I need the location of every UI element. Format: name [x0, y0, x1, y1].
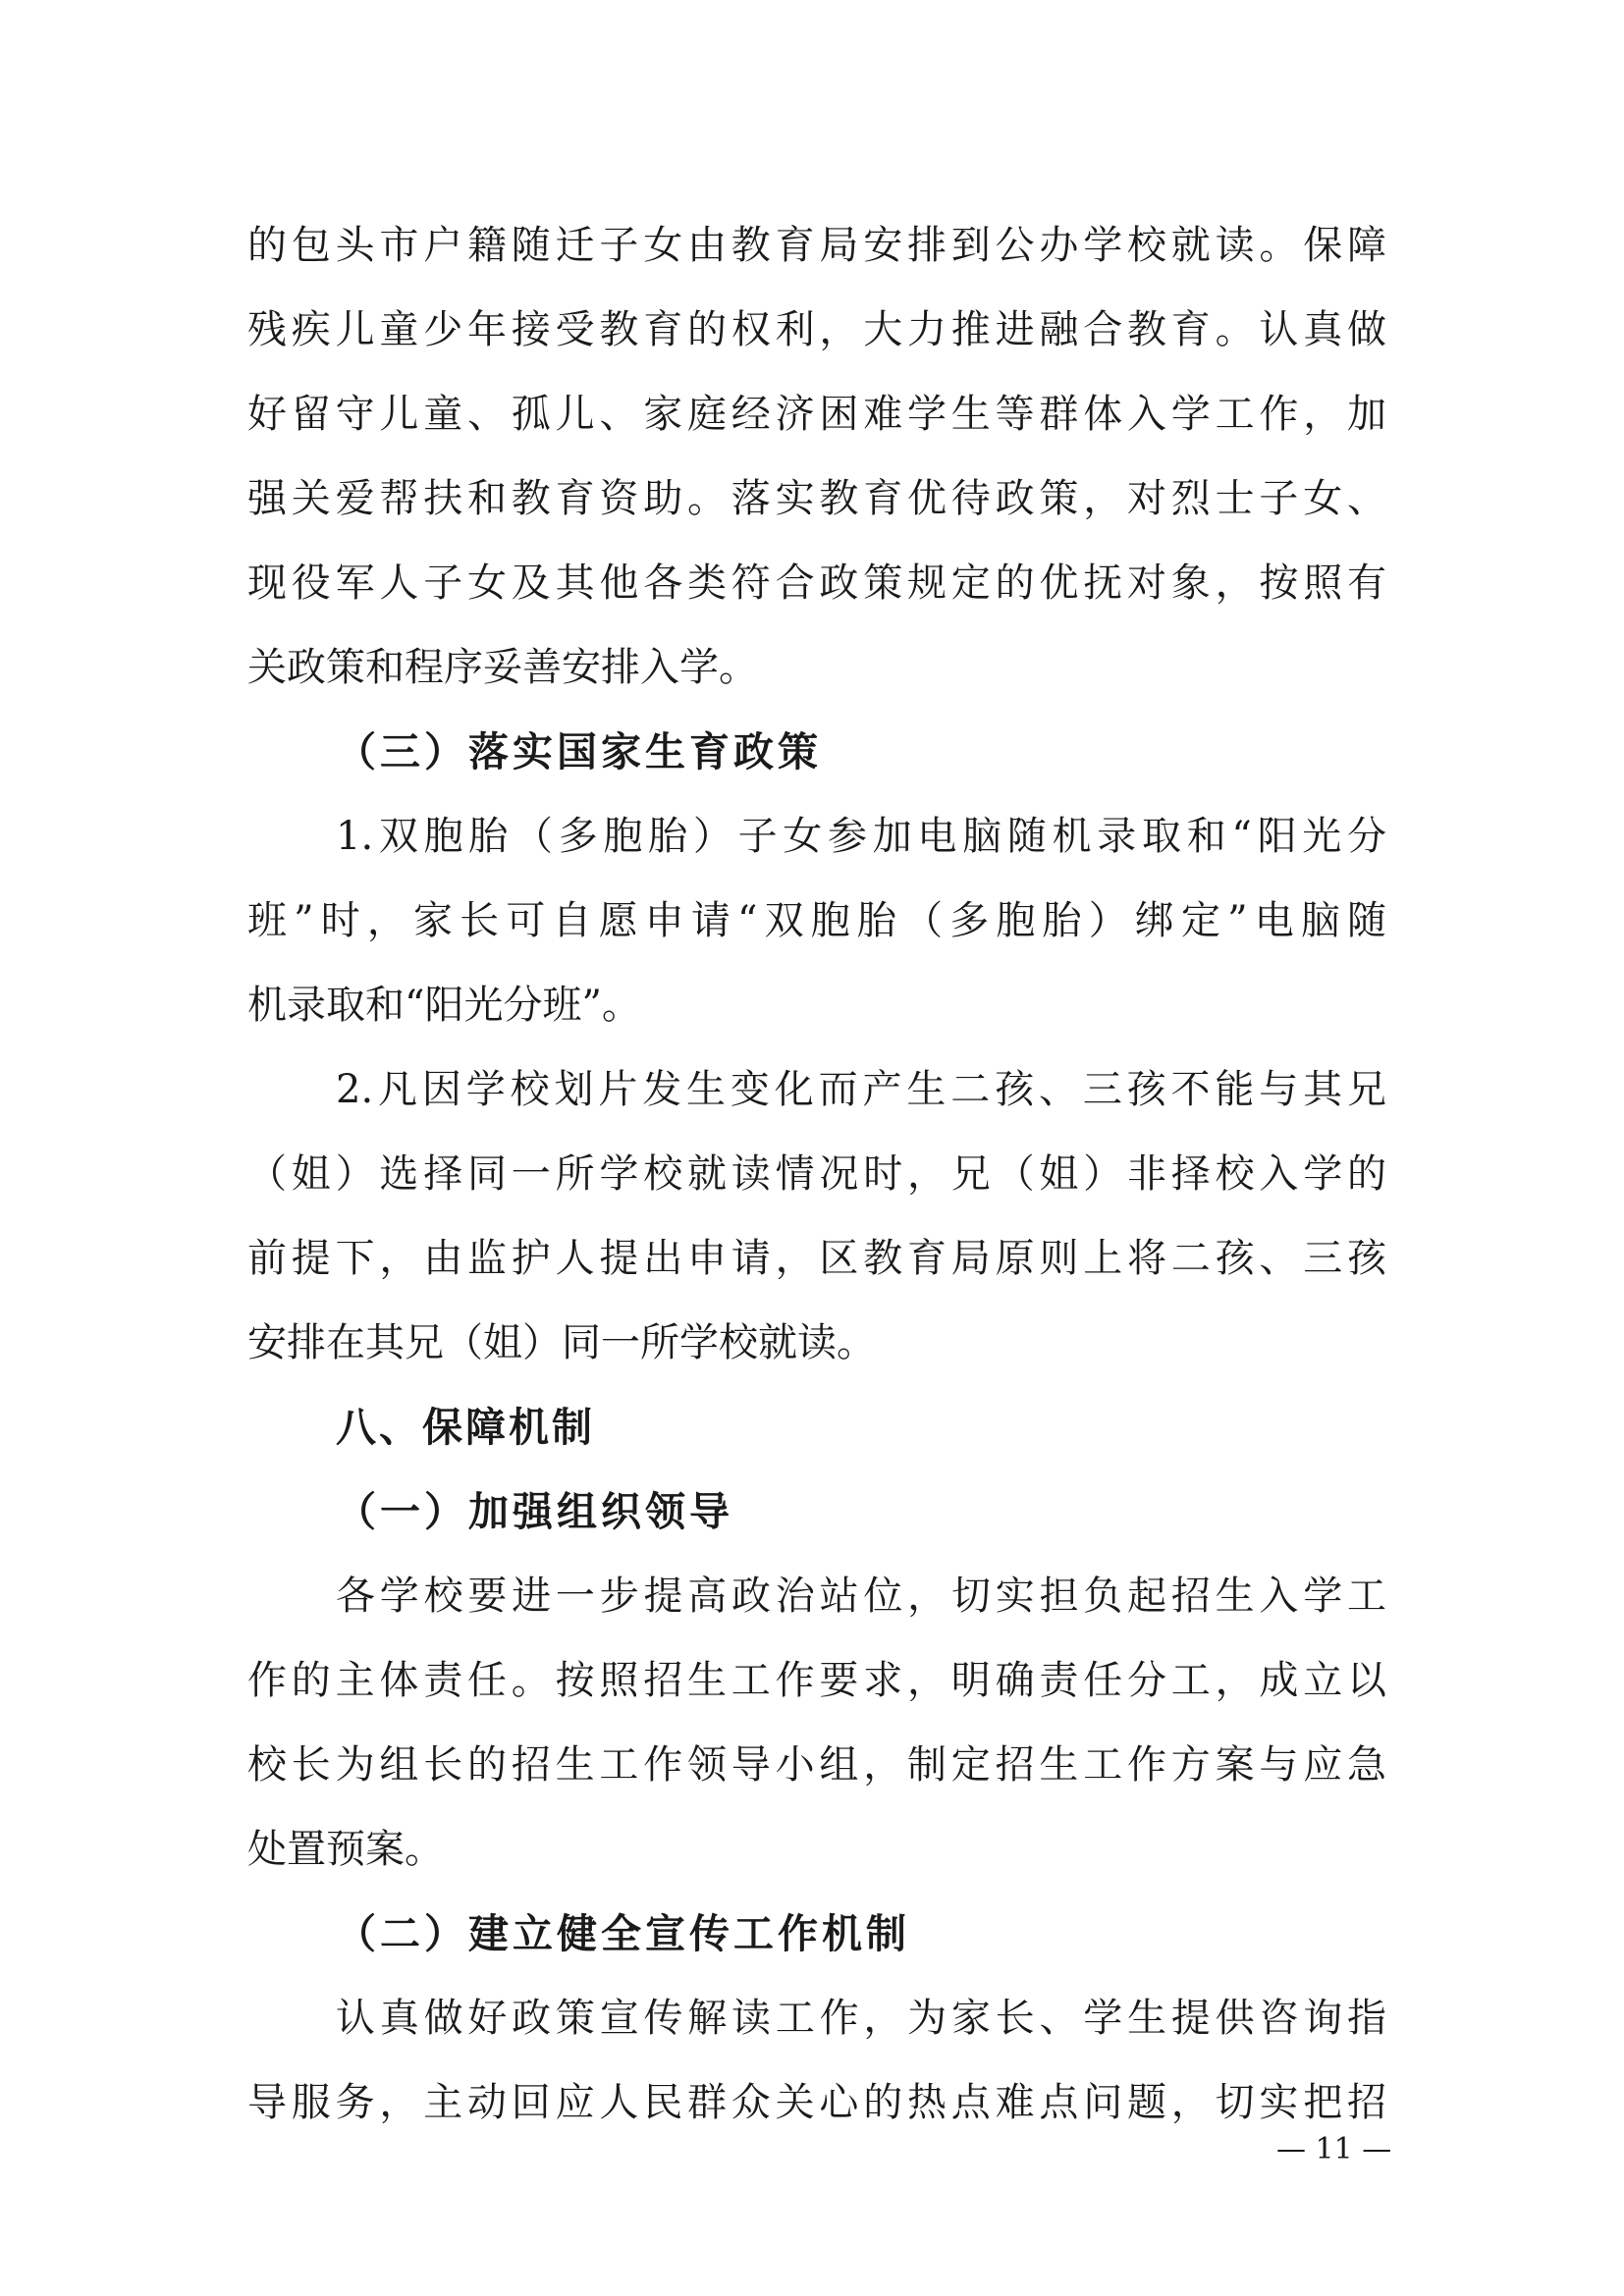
page-number: — 11 — — [1276, 2132, 1392, 2166]
item2-line-3: 前提下，由监护人提出申请，区教育局原则上将二孩、三孩 — [247, 1236, 1386, 1281]
sub2-line-1: 认真做好政策宣传解读工作，为家长、学生提供咨询指 — [336, 1996, 1386, 2041]
sub1-line-3: 校长为组长的招生工作领导小组，制定招生工作方案与应急 — [247, 1742, 1386, 1788]
item1-line-3: 机录取和“阳光分班”。 — [247, 983, 641, 1028]
section-3-heading: （三）落实国家生育政策 — [336, 728, 822, 775]
item1-line-2: 班”时，家长可自愿申请“双胞胎（多胞胎）绑定”电脑随 — [247, 898, 1386, 943]
sub1-line-4: 处置预案。 — [247, 1827, 444, 1872]
item2-line-2: （姐）选择同一所学校就读情况时，兄（姐）非择校入学的 — [247, 1151, 1386, 1197]
para1-line-1: 的包头市户籍随迁子女由教育局安排到公办学校就读。保障 — [247, 223, 1386, 268]
para1-line-2: 残疾儿童少年接受教育的权利，大力推进融合教育。认真做 — [247, 307, 1386, 352]
sub1-line-1: 各学校要进一步提高政治站位，切实担负起招生入学工 — [336, 1574, 1386, 1619]
chapter-8-heading: 八、保障机制 — [336, 1404, 595, 1451]
sub1-line-2: 作的主体责任。按照招生工作要求，明确责任分工，成立以 — [247, 1658, 1386, 1703]
para1-line-5: 现役军人子女及其他各类符合政策规定的优抚对象，按照有 — [247, 561, 1386, 606]
para1-line-6: 关政策和程序妥善安排入学。 — [247, 645, 758, 690]
item1-line-1: 1.双胞胎（多胞胎）子女参加电脑随机录取和“阳光分 — [336, 814, 1386, 859]
sub2-line-2: 导服务，主动回应人民群众关心的热点难点问题，切实把招 — [247, 2080, 1386, 2125]
para1-line-4: 强关爱帮扶和教育资助。落实教育优待政策，对烈士子女、 — [247, 476, 1386, 521]
item2-line-4: 安排在其兄（姐）同一所学校就读。 — [247, 1320, 876, 1365]
sub-1-heading: （一）加强组织领导 — [336, 1488, 733, 1535]
item2-line-1: 2.凡因学校划片发生变化而产生二孩、三孩不能与其兄 — [336, 1067, 1386, 1112]
sub-2-heading: （二）建立健全宣传工作机制 — [336, 1910, 910, 1957]
para1-line-3: 好留守儿童、孤儿、家庭经济困难学生等群体入学工作，加 — [247, 392, 1386, 437]
